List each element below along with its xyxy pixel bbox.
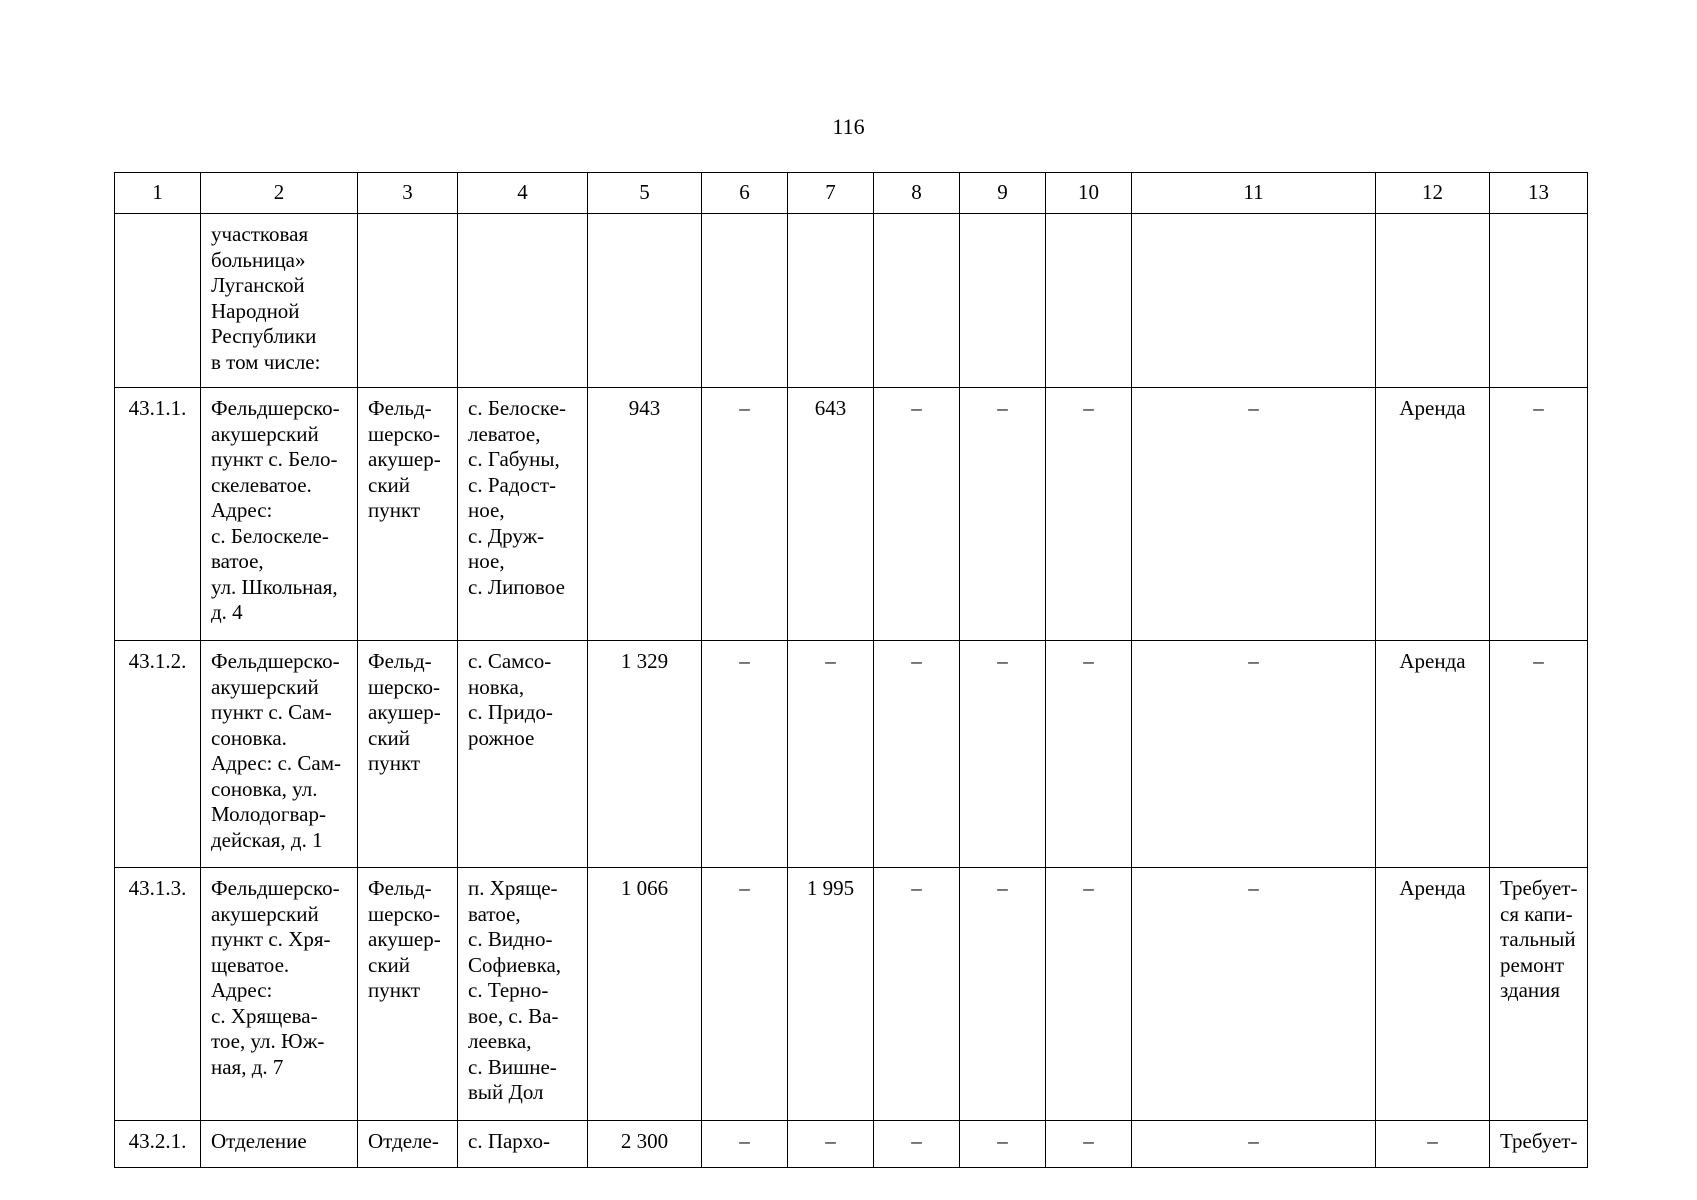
cell-line: Фельд- [368,649,432,673]
cell-line: Софиевка, [468,952,562,977]
table-cell-c9: – [960,868,1046,1121]
cell-line: акушерский [211,421,319,446]
table-cell-c1: 43.1.2. [115,641,201,868]
table-cell-c5: 1 329 [588,641,702,868]
table-cell-c13 [1490,868,1588,1121]
cell-line: пункт с. Бело- [211,447,338,471]
cell-line: Республики [211,324,317,348]
table-cell-c8: – [874,868,960,1121]
cell-line: п. Хряще- [468,876,558,900]
table-cell-c3 [358,641,458,868]
cell-line: соновка, ул. [211,776,318,801]
table-cell-c9: – [960,641,1046,868]
table-body [115,214,1588,1168]
cell-line: с. Пархо- [468,1129,551,1153]
table-cell-c11: – [1132,868,1376,1121]
table-cell-c6: – [702,388,788,641]
cell-line: с. Вишне- [468,1054,557,1079]
cell-line: ная, д. 7 [211,1054,284,1079]
table-cell-c13 [1490,214,1588,388]
cell-line: Адрес: [211,978,273,1002]
cell-line: щеватое. [211,952,290,977]
column-header: 9 [960,173,1046,214]
cell-line: Требует- [1500,1129,1578,1153]
table-cell-c4 [458,388,588,641]
column-header: 1 [115,173,201,214]
cell-line: акушер- [368,700,441,724]
cell-line: с. Терно- [468,978,549,1002]
table-row [115,214,1588,388]
table-cell-c9: – [960,1121,1046,1168]
cell-line: Адрес: с. Сам- [211,751,342,775]
table-cell-c11: – [1132,388,1376,641]
cell-line: Народной [211,298,300,323]
table-cell-c6: – [702,868,788,1121]
cell-line: леевка, [468,1029,532,1053]
table-cell-c5: 943 [588,388,702,641]
table-cell-c1: 43.2.1. [115,1121,201,1168]
table-cell-c3 [358,1121,458,1168]
column-header: 6 [702,173,788,214]
cell-line: с. Друж- [468,523,545,548]
column-header: 10 [1046,173,1132,214]
cell-line: шерско- [368,674,440,699]
table-cell-c11: – [1132,1121,1376,1168]
table-cell-c3 [358,388,458,641]
cell-line: в том числе: [211,349,321,374]
cell-line: вое, с. Ва- [468,1003,559,1028]
cell-line: шерско- [368,901,440,926]
cell-line: пункт с. Сам- [211,700,332,724]
cell-line: вый Дол [468,1080,544,1104]
cell-line: леватое, [468,421,541,446]
cell-line: с. Придо- [468,700,553,724]
cell-line: ное, [468,549,505,573]
cell-line: ватое, [211,549,264,573]
table-cell-c12: Аренда [1376,868,1490,1121]
cell-line: д. 4 [211,600,243,624]
table-cell-c7: 643 [788,388,874,641]
table-cell-c7 [788,214,874,388]
table-cell-c9: – [960,388,1046,641]
table-row [115,388,1588,641]
cell-line: шерско- [368,421,440,446]
table-cell-c5: 2 300 [588,1121,702,1168]
table-cell-c13 [1490,1121,1588,1168]
cell-line: ул. Школьная, [211,574,338,599]
cell-line: с. Белоскеле- [211,523,329,548]
table-cell-c12: – [1376,1121,1490,1168]
table-cell-c8: – [874,388,960,641]
table-cell-c7: 1 995 [788,868,874,1121]
table-cell-c8 [874,214,960,388]
table-cell-c2 [201,388,358,641]
cell-line: акушерский [211,901,319,926]
table-cell-c9 [960,214,1046,388]
cell-line: пункт [368,978,421,1002]
cell-line: Фельд- [368,396,432,420]
table-cell-c5 [588,214,702,388]
table-cell-c5: 1 066 [588,868,702,1121]
cell-line: с. Хрящева- [211,1003,318,1028]
cell-line: ский [368,952,410,977]
table-row [115,868,1588,1121]
table-row [115,641,1588,868]
cell-line: акушерский [211,674,319,699]
cell-line: рожное [468,725,535,750]
cell-line: соновка. [211,725,287,750]
column-header: 11 [1132,173,1376,214]
table-cell-c3 [358,868,458,1121]
cell-line: Луганской [211,273,305,297]
table-cell-c12: Аренда [1376,388,1490,641]
table-cell-c3 [358,214,458,388]
cell-line: с. Радост- [468,472,557,497]
column-header: 8 [874,173,960,214]
cell-line: Фельд- [368,876,432,900]
column-header: 2 [201,173,358,214]
table-cell-c6: – [702,1121,788,1168]
table-row [115,1121,1588,1168]
cell-line: – [1533,649,1544,673]
column-header: 7 [788,173,874,214]
column-header: 4 [458,173,588,214]
table-cell-c10 [1046,214,1132,388]
cell-line: с. Самсо- [468,649,552,673]
cell-line: пункт [368,498,421,522]
cell-line: ватое, [468,901,521,926]
cell-line: тое, ул. Юж- [211,1029,325,1053]
table-cell-c13 [1490,388,1588,641]
table-cell-c10: – [1046,1121,1132,1168]
column-header: 12 [1376,173,1490,214]
table-cell-c1: 43.1.3. [115,868,201,1121]
cell-line: здания [1500,978,1561,1002]
cell-line: Отделение [211,1129,307,1153]
cell-line: Отделе- [368,1129,439,1153]
table-cell-c4 [458,868,588,1121]
column-header: 5 [588,173,702,214]
cell-line: акушер- [368,927,441,951]
table-cell-c12 [1376,214,1490,388]
header-row [115,173,1588,214]
cell-line: Молодогвар- [211,802,326,826]
cell-line: тальный [1500,927,1576,951]
cell-line: дейская, д. 1 [211,827,323,852]
cell-line: с. Липовое [468,574,565,599]
cell-line: ся капи- [1500,901,1573,926]
cell-line: Фельдшерско- [211,396,340,420]
cell-line: ский [368,472,410,497]
table-cell-c1 [115,214,201,388]
cell-line: Фельдшерско- [211,649,340,673]
table-cell-c7: – [788,641,874,868]
cell-line: – [1533,396,1544,420]
table-cell-c8: – [874,1121,960,1168]
table-cell-c10: – [1046,388,1132,641]
cell-line: ремонт [1500,952,1565,977]
table-cell-c2 [201,641,358,868]
cell-line: с. Белоске- [468,396,567,420]
cell-line: Фельдшерско- [211,876,340,900]
cell-line: с. Видно- [468,927,553,951]
table-cell-c10: – [1046,868,1132,1121]
table-cell-c10: – [1046,641,1132,868]
column-header: 13 [1490,173,1588,214]
table-cell-c4 [458,1121,588,1168]
cell-line: новка, [468,674,525,699]
cell-line: ное, [468,498,505,522]
cell-line: с. Габуны, [468,447,560,471]
cell-line: пункт [368,751,421,775]
column-header: 3 [358,173,458,214]
cell-line: Требует- [1500,876,1578,900]
cell-line: больница» [211,247,306,272]
page-number: 116 [832,114,865,139]
table-cell-c12: Аренда [1376,641,1490,868]
cell-line: Адрес: [211,498,273,522]
table-cell-c8: – [874,641,960,868]
table-cell-c4 [458,214,588,388]
cell-line: акушер- [368,447,441,471]
cell-line: скелеватое. [211,472,312,497]
cell-line: ский [368,725,410,750]
table-cell-c6: – [702,641,788,868]
table-cell-c13 [1490,641,1588,868]
table-cell-c11: – [1132,641,1376,868]
table-cell-c2 [201,1121,358,1168]
data-table [114,172,1588,1168]
table-cell-c7: – [788,1121,874,1168]
table-cell-c1: 43.1.1. [115,388,201,641]
table-cell-c11 [1132,214,1376,388]
table-cell-c6 [702,214,788,388]
table-cell-c2 [201,868,358,1121]
table-cell-c4 [458,641,588,868]
table-cell-c2 [201,214,358,388]
cell-line: пункт с. Хря- [211,927,331,951]
cell-line: участковая [211,222,309,246]
